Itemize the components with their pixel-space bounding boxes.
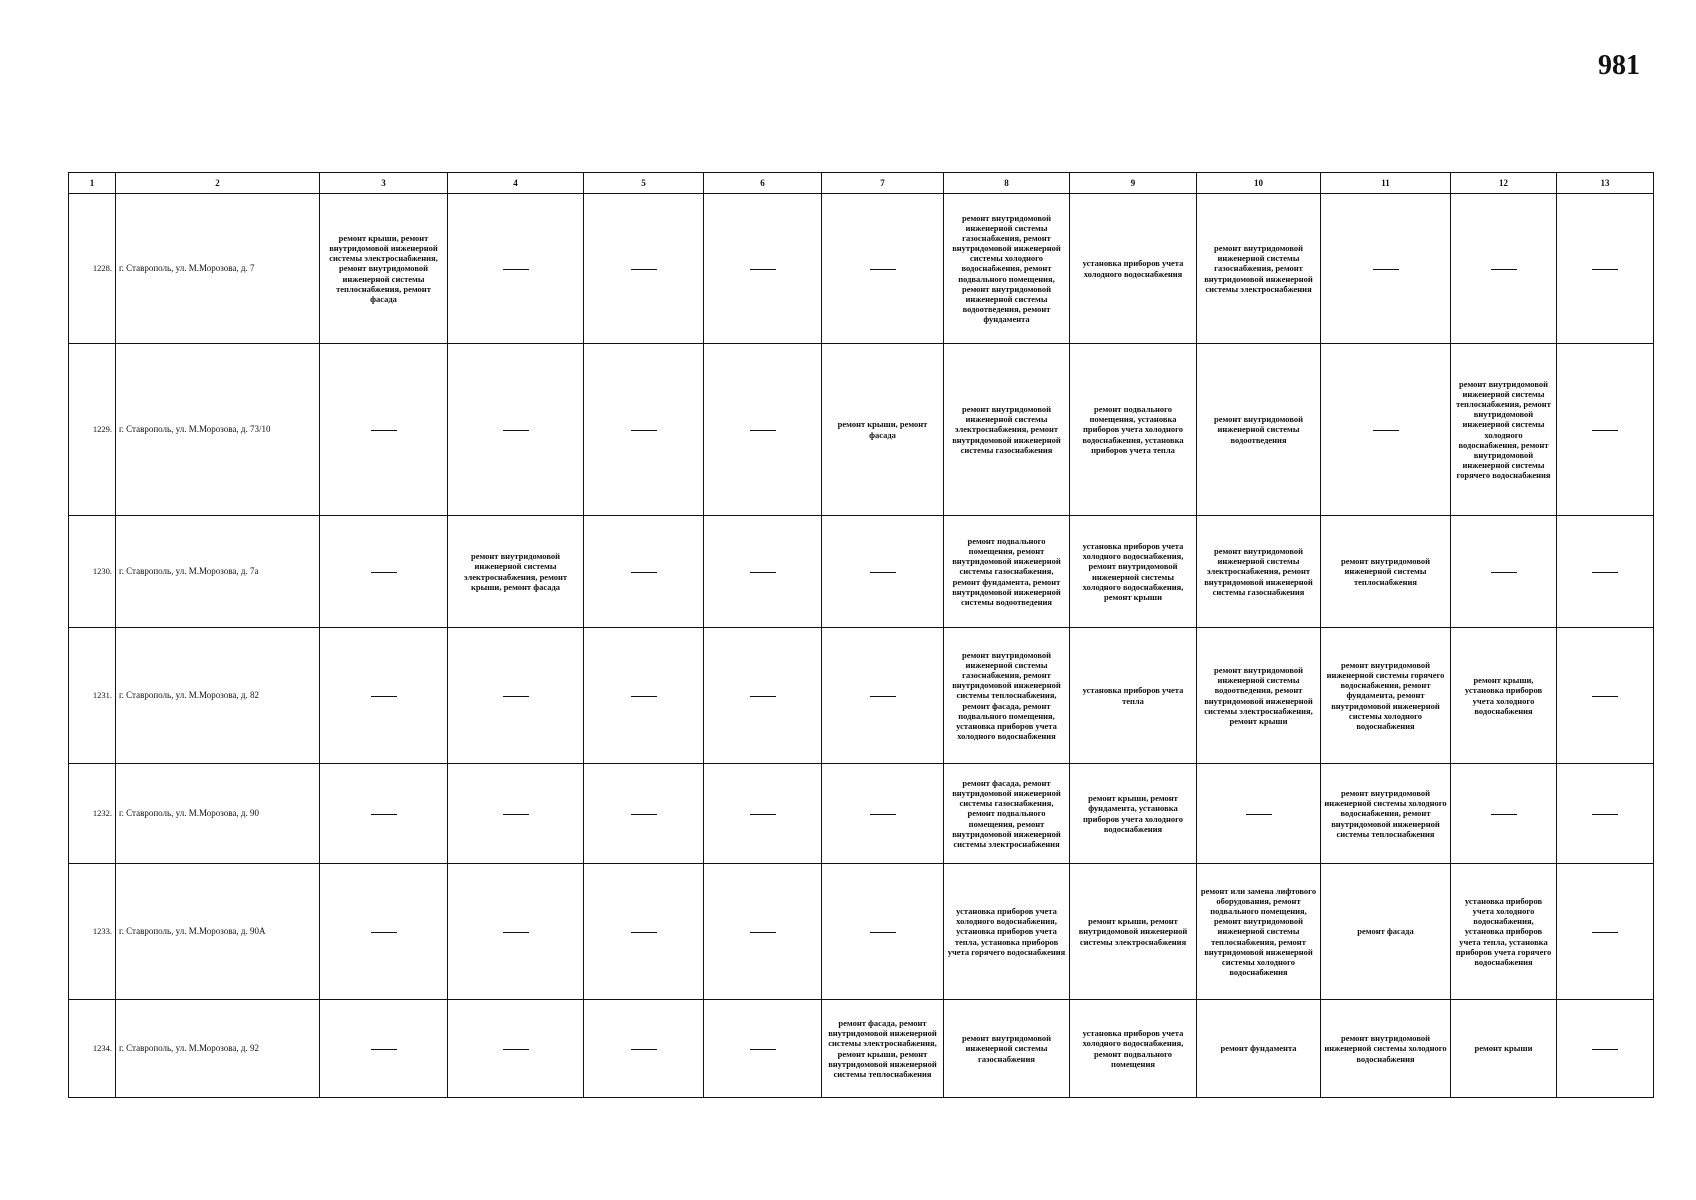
cell-col-10	[1197, 628, 1321, 764]
empty-dash	[631, 430, 657, 431]
cell-col-12	[1451, 864, 1557, 1000]
cell-col-4	[448, 864, 584, 1000]
work-description: ремонт внутридомовой инженерной системы электроснабжения, ремонт внутридомовой инженерной системы газоснабжения	[1204, 546, 1313, 597]
empty-dash	[750, 269, 776, 270]
cell-col-3	[320, 194, 448, 344]
cell-col-13	[1557, 516, 1654, 628]
row-number: 1232.	[69, 764, 116, 864]
cell-col-3	[320, 864, 448, 1000]
cell-col-11	[1321, 764, 1451, 864]
empty-dash	[631, 1049, 657, 1050]
row-number: 1230.	[69, 516, 116, 628]
address-cell: г. Ставрополь, ул. М.Морозова, д. 90	[116, 764, 320, 864]
work-description: установка приборов учета холодного водоснабжения	[1082, 258, 1184, 279]
work-description: ремонт внутридомовой инженерной системы газоснабжения, ремонт внутридомовой инженерной системы холодного водоснабжения, ремонт подвального помещения, ремонт внутридомовой инженерной системы водоотведения, ремонт фундамента	[952, 213, 1061, 324]
cell-col-12	[1451, 194, 1557, 344]
cell-col-9	[1070, 864, 1197, 1000]
empty-dash	[631, 932, 657, 933]
work-description: ремонт крыши, ремонт внутридомовой инженерной системы электроснабжения	[1078, 916, 1188, 947]
empty-dash	[503, 814, 529, 815]
cell-col-12	[1451, 628, 1557, 764]
cell-col-8	[944, 1000, 1070, 1098]
work-description: установка приборов учета холодного водоснабжения, ремонт подвального помещения	[1082, 1028, 1184, 1069]
row-number: 1233.	[69, 864, 116, 1000]
cell-col-7	[822, 194, 944, 344]
empty-dash	[870, 696, 896, 697]
empty-dash	[1373, 430, 1399, 431]
work-description: ремонт фасада, ремонт внутридомовой инженерной системы газоснабжения, ремонт подвального помещения, ремонт внутридомовой инженерной системы электроснабжения	[952, 778, 1061, 849]
cell-col-4	[448, 344, 584, 516]
work-description: ремонт фасада, ремонт внутридомовой инженерной системы электроснабжения, ремонт крыши, ремонт внутридомовой инженерной системы теплоснабжения	[828, 1018, 937, 1079]
empty-dash	[371, 814, 397, 815]
cell-col-10	[1197, 764, 1321, 864]
column-header-13: 13	[1557, 173, 1654, 194]
column-header-1: 1	[69, 173, 116, 194]
cell-col-5	[584, 864, 704, 1000]
cell-col-10	[1197, 864, 1321, 1000]
work-description: ремонт крыши, ремонт фундамента, установка приборов учета холодного водоснабжения	[1082, 793, 1184, 834]
cell-col-6	[704, 864, 822, 1000]
empty-dash	[750, 1049, 776, 1050]
empty-dash	[631, 269, 657, 270]
cell-col-9	[1070, 344, 1197, 516]
cell-col-9	[1070, 764, 1197, 864]
empty-dash	[1592, 269, 1618, 270]
cell-col-12	[1451, 764, 1557, 864]
work-description: ремонт фундамента	[1220, 1043, 1297, 1054]
address-cell: г. Ставрополь, ул. М.Морозова, д. 7а	[116, 516, 320, 628]
cell-col-10	[1197, 1000, 1321, 1098]
cell-col-4	[448, 516, 584, 628]
cell-col-8	[944, 864, 1070, 1000]
cell-col-4	[448, 764, 584, 864]
work-description: ремонт внутридомовой инженерной системы газоснабжения, ремонт внутридомовой инженерной системы электроснабжения	[1204, 243, 1313, 294]
cell-col-13	[1557, 864, 1654, 1000]
work-description: ремонт внутридомовой инженерной системы электроснабжения, ремонт крыши, ремонт фасада	[463, 551, 568, 592]
cell-col-8	[944, 516, 1070, 628]
column-header-7: 7	[822, 173, 944, 194]
empty-dash	[371, 1049, 397, 1050]
cell-col-10	[1197, 194, 1321, 344]
empty-dash	[1373, 269, 1399, 270]
cell-col-4	[448, 628, 584, 764]
column-header-2: 2	[116, 173, 320, 194]
row-number: 1229.	[69, 344, 116, 516]
address-cell: г. Ставрополь, ул. М.Морозова, д. 82	[116, 628, 320, 764]
work-description: ремонт крыши, ремонт внутридомовой инженерной системы электроснабжения, ремонт внутридомовой инженерной системы теплоснабжения, ремонт фасада	[329, 233, 438, 304]
empty-dash	[870, 932, 896, 933]
empty-dash	[1592, 814, 1618, 815]
address-cell: г. Ставрополь, ул. М.Морозова, д. 90А	[116, 864, 320, 1000]
empty-dash	[631, 572, 657, 573]
cell-col-8	[944, 764, 1070, 864]
cell-col-7	[822, 628, 944, 764]
cell-col-3	[320, 1000, 448, 1098]
page-number: 981	[1598, 50, 1640, 81]
table-row	[69, 194, 1654, 344]
table-body	[69, 194, 1654, 1098]
address-cell: г. Ставрополь, ул. М.Морозова, д. 92	[116, 1000, 320, 1098]
empty-dash	[870, 269, 896, 270]
cell-col-12	[1451, 1000, 1557, 1098]
work-description: установка приборов учета холодного водоснабжения, установка приборов учета тепла, установка приборов учета горячего водоснабжения	[1455, 896, 1552, 967]
work-description: ремонт крыши, установка приборов учета холодного водоснабжения	[1464, 675, 1543, 716]
table-row	[69, 764, 1654, 864]
cell-col-6	[704, 764, 822, 864]
empty-dash	[1491, 814, 1517, 815]
work-description: ремонт внутридомовой инженерной системы холодного водоснабжения	[1324, 1033, 1447, 1064]
table-row	[69, 1000, 1654, 1098]
cell-col-9	[1070, 194, 1197, 344]
cell-col-11	[1321, 516, 1451, 628]
column-header-8: 8	[944, 173, 1070, 194]
cell-col-6	[704, 516, 822, 628]
work-description: установка приборов учета тепла	[1082, 685, 1184, 706]
empty-dash	[371, 572, 397, 573]
empty-dash	[750, 430, 776, 431]
cell-col-7	[822, 1000, 944, 1098]
empty-dash	[1491, 269, 1517, 270]
column-header-5: 5	[584, 173, 704, 194]
empty-dash	[1592, 696, 1618, 697]
cell-col-9	[1070, 516, 1197, 628]
cell-col-5	[584, 516, 704, 628]
empty-dash	[1592, 572, 1618, 573]
cell-col-9	[1070, 1000, 1197, 1098]
empty-dash	[1592, 932, 1618, 933]
column-header-6: 6	[704, 173, 822, 194]
row-number: 1228.	[69, 194, 116, 344]
cell-col-3	[320, 516, 448, 628]
work-description: ремонт внутридомовой инженерной системы горячего водоснабжения, ремонт фундамента, ремонт внутридомовой инженерной системы холодного водоснабжения	[1326, 660, 1445, 731]
cell-col-12	[1451, 344, 1557, 516]
cell-col-11	[1321, 864, 1451, 1000]
empty-dash	[1592, 1049, 1618, 1050]
empty-dash	[750, 696, 776, 697]
work-description: ремонт внутридомовой инженерной системы водоотведения	[1213, 414, 1304, 445]
work-description: ремонт внутридомовой инженерной системы теплоснабжения	[1340, 556, 1431, 587]
cell-col-5	[584, 194, 704, 344]
work-description: ремонт внутридомовой инженерной системы электроснабжения, ремонт внутридомовой инженерной системы газоснабжения	[952, 404, 1061, 455]
work-description: ремонт подвального помещения, ремонт внутридомовой инженерной системы газоснабжения, ремонт фундамента, ремонт внутридомовой инженерной системы водоотведения	[952, 536, 1061, 607]
repair-schedule-table	[68, 172, 1654, 1098]
work-description: ремонт подвального помещения, установка приборов учета холодного водоснабжения, установка приборов учета тепла	[1082, 404, 1184, 455]
cell-col-13	[1557, 1000, 1654, 1098]
row-number: 1234.	[69, 1000, 116, 1098]
address-cell: г. Ставрополь, ул. М.Морозова, д. 73/10	[116, 344, 320, 516]
empty-dash	[870, 572, 896, 573]
table-row	[69, 864, 1654, 1000]
cell-col-5	[584, 1000, 704, 1098]
cell-col-3	[320, 344, 448, 516]
empty-dash	[503, 696, 529, 697]
column-header-4: 4	[448, 173, 584, 194]
cell-col-6	[704, 628, 822, 764]
cell-col-6	[704, 194, 822, 344]
column-header-11: 11	[1321, 173, 1451, 194]
work-description: установка приборов учета холодного водоснабжения, ремонт внутридомовой инженерной системы холодного водоснабжения, ремонт крыши	[1082, 541, 1184, 602]
cell-col-13	[1557, 764, 1654, 864]
empty-dash	[1592, 430, 1618, 431]
cell-col-7	[822, 344, 944, 516]
cell-col-3	[320, 628, 448, 764]
cell-col-8	[944, 344, 1070, 516]
empty-dash	[1246, 814, 1272, 815]
cell-col-8	[944, 194, 1070, 344]
cell-col-7	[822, 516, 944, 628]
work-description: ремонт внутридомовой инженерной системы холодного водоснабжения, ремонт внутридомовой инженерной системы теплоснабжения	[1324, 788, 1447, 839]
table-row	[69, 628, 1654, 764]
work-description: ремонт внутридомовой инженерной системы газоснабжения	[961, 1033, 1052, 1064]
cell-col-3	[320, 764, 448, 864]
empty-dash	[371, 932, 397, 933]
table-row	[69, 344, 1654, 516]
empty-dash	[631, 814, 657, 815]
cell-col-12	[1451, 516, 1557, 628]
cell-col-10	[1197, 344, 1321, 516]
empty-dash	[870, 814, 896, 815]
work-description: ремонт или замена лифтового оборудования, ремонт подвального помещения, ремонт внутридомовой инженерной системы теплоснабжения, ремонт внутридомовой инженерной системы холодного водоснабжения	[1200, 886, 1317, 977]
empty-dash	[503, 1049, 529, 1050]
cell-col-6	[704, 344, 822, 516]
table-row	[69, 516, 1654, 628]
cell-col-4	[448, 194, 584, 344]
cell-col-7	[822, 764, 944, 864]
cell-col-11	[1321, 628, 1451, 764]
empty-dash	[750, 572, 776, 573]
cell-col-11	[1321, 194, 1451, 344]
cell-col-13	[1557, 628, 1654, 764]
row-number: 1231.	[69, 628, 116, 764]
cell-col-4	[448, 1000, 584, 1098]
empty-dash	[503, 932, 529, 933]
empty-dash	[750, 932, 776, 933]
empty-dash	[1491, 572, 1517, 573]
cell-col-10	[1197, 516, 1321, 628]
work-description: ремонт внутридомовой инженерной системы газоснабжения, ремонт внутридомовой инженерной системы теплоснабжения, ремонт фасада, ремонт подвального помещения, установка приборов учета холодного водоснабжения	[952, 650, 1061, 741]
cell-col-6	[704, 1000, 822, 1098]
column-header-12: 12	[1451, 173, 1557, 194]
cell-col-8	[944, 628, 1070, 764]
cell-col-5	[584, 344, 704, 516]
cell-col-11	[1321, 344, 1451, 516]
empty-dash	[371, 696, 397, 697]
cell-col-11	[1321, 1000, 1451, 1098]
empty-dash	[503, 430, 529, 431]
work-description: установка приборов учета холодного водоснабжения, установка приборов учета тепла, установка приборов учета горячего водоснабжения	[947, 906, 1066, 957]
work-description: ремонт внутридомовой инженерной системы теплоснабжения, ремонт внутридомовой инженерной системы холодного водоснабжения, ремонт внутридомовой инженерной системы горячего водоснабжения	[1456, 379, 1551, 480]
work-description: ремонт фасада	[1357, 926, 1414, 937]
cell-col-13	[1557, 344, 1654, 516]
cell-col-7	[822, 864, 944, 1000]
column-header-9: 9	[1070, 173, 1197, 194]
cell-col-9	[1070, 628, 1197, 764]
empty-dash	[750, 814, 776, 815]
column-header-3: 3	[320, 173, 448, 194]
address-cell: г. Ставрополь, ул. М.Морозова, д. 7	[116, 194, 320, 344]
work-description: ремонт крыши, ремонт фасада	[837, 419, 928, 440]
empty-dash	[503, 269, 529, 270]
empty-dash	[371, 430, 397, 431]
empty-dash	[631, 696, 657, 697]
cell-col-13	[1557, 194, 1654, 344]
work-description: ремонт крыши	[1474, 1043, 1533, 1054]
work-description: ремонт внутридомовой инженерной системы водоотведения, ремонт внутридомовой инженерной системы электроснабжения, ремонт крыши	[1204, 665, 1313, 726]
column-header-10: 10	[1197, 173, 1321, 194]
cell-col-5	[584, 628, 704, 764]
cell-col-5	[584, 764, 704, 864]
table-header-row	[69, 173, 1654, 194]
